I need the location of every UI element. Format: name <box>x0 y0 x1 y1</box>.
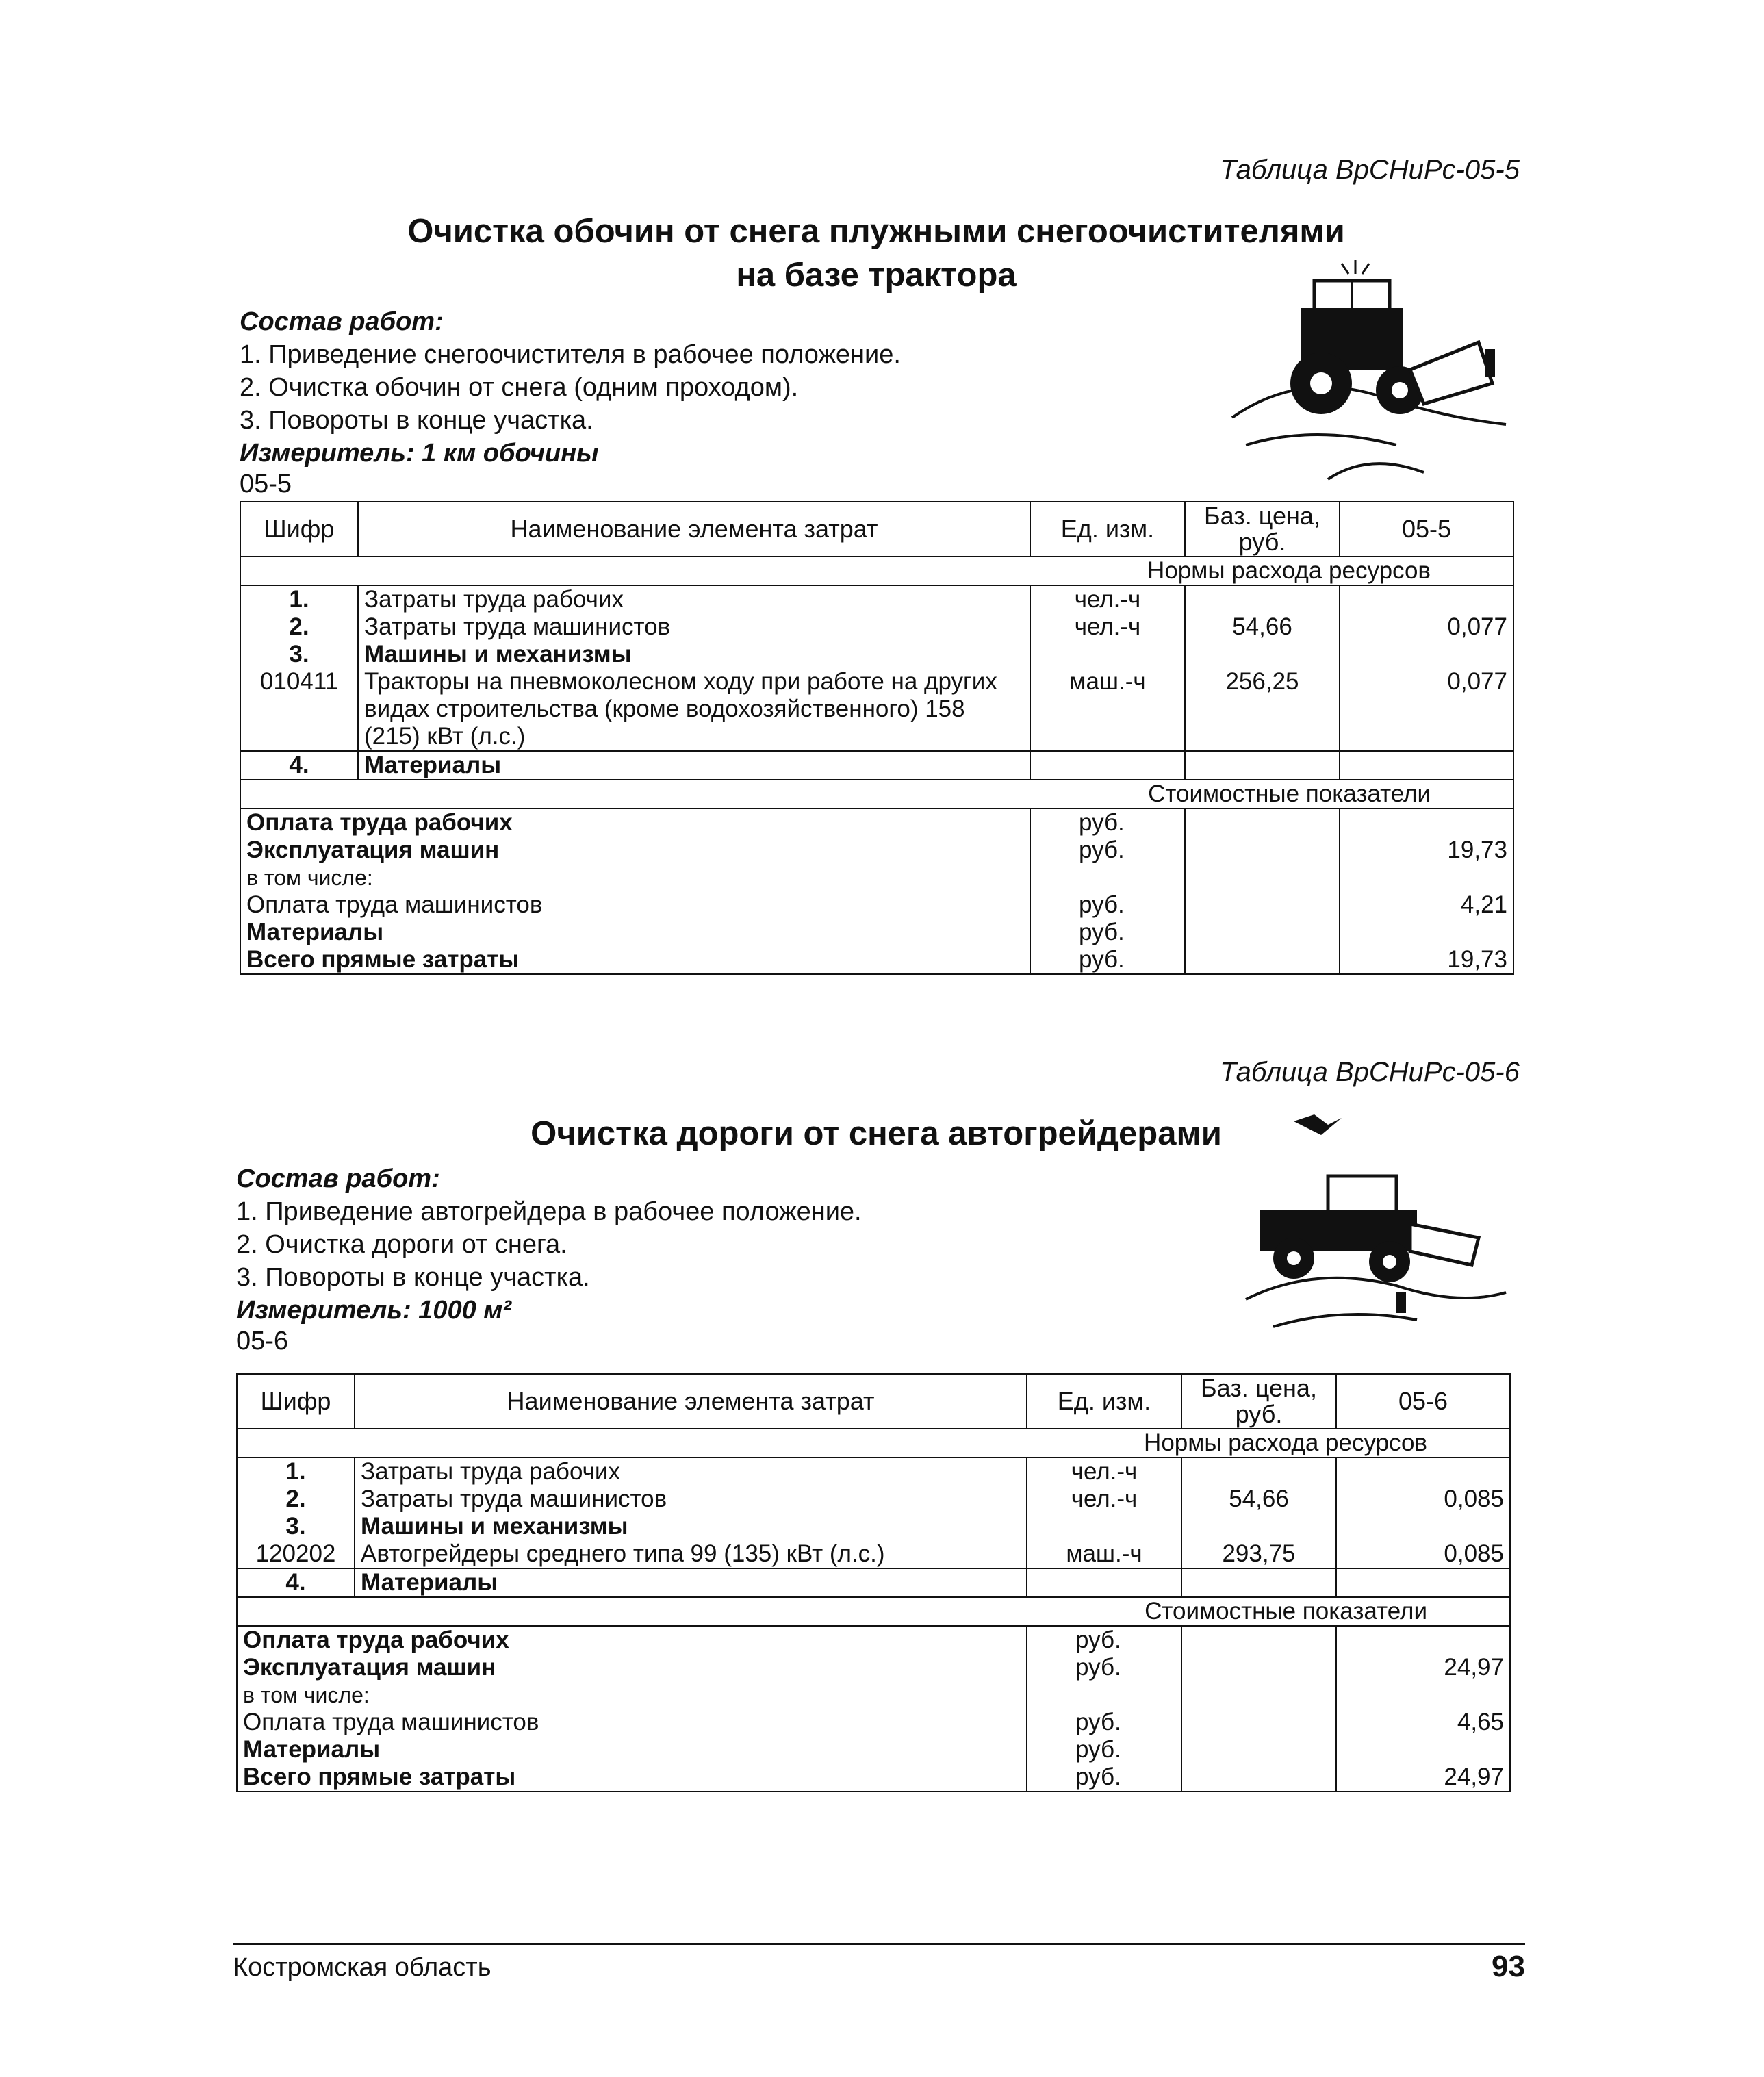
cost-name: Оплата труда рабочих <box>237 1626 1027 1654</box>
cost-unit: руб. <box>1027 1626 1181 1654</box>
cost-name: в том числе: <box>240 864 1030 891</box>
cost-value: 4,21 <box>1340 891 1513 919</box>
row-value: 0,077 <box>1340 668 1513 751</box>
row-unit: чел.-ч <box>1027 1486 1181 1513</box>
cost-row <box>237 1681 1510 1709</box>
cost-row <box>237 1626 1510 1654</box>
cost-value: 24,97 <box>1336 1654 1510 1681</box>
cost-unit: руб. <box>1027 1736 1181 1763</box>
work-item: 1. Приведение снегоочистителя в рабочее положение. <box>240 340 901 369</box>
row-price: 293,75 <box>1181 1540 1336 1568</box>
row-name: Затраты труда машинистов <box>358 613 1030 641</box>
row-code: 010411 <box>240 668 358 751</box>
row-price <box>1185 641 1340 668</box>
cost-name: Эксплуатация машин <box>240 837 1030 864</box>
cost-value <box>1336 1681 1510 1709</box>
header-norm: 05-5 <box>1340 502 1513 557</box>
cost-price <box>1181 1654 1336 1681</box>
cost-price <box>1181 1736 1336 1763</box>
table-row <box>237 1486 1510 1513</box>
row-code: 1. <box>240 585 358 613</box>
row-price <box>1181 1568 1336 1597</box>
cost-name: Эксплуатация машин <box>237 1654 1027 1681</box>
row-code: 4. <box>240 751 358 780</box>
row-code: 4. <box>237 1568 355 1597</box>
cost-value <box>1340 864 1513 891</box>
row-value <box>1340 585 1513 613</box>
table-row <box>237 1568 1510 1597</box>
band-resources <box>237 1429 1510 1457</box>
cost-price <box>1185 864 1340 891</box>
header-code: Шифр <box>237 1374 355 1429</box>
row-code: 3. <box>237 1513 355 1540</box>
work-item: 2. Очистка дороги от снега. <box>236 1230 567 1259</box>
table-header-row <box>237 1374 1510 1429</box>
band-cost <box>240 780 1513 808</box>
cost-name: Оплата труда машинистов <box>240 891 1030 919</box>
cost-row <box>237 1763 1510 1792</box>
band-resources-label: Нормы расхода ресурсов <box>237 1429 1510 1457</box>
section-table-05-6 <box>233 1053 1520 1820</box>
table-header-row <box>240 502 1513 557</box>
cost-price <box>1181 1763 1336 1792</box>
row-unit <box>1027 1513 1181 1540</box>
row-price <box>1185 751 1340 780</box>
cost-value <box>1340 808 1513 837</box>
cost-row <box>240 864 1513 891</box>
page-number: 93 <box>1492 1950 1525 1983</box>
cost-unit <box>1027 1681 1181 1709</box>
row-value <box>1336 1457 1510 1486</box>
band-cost-label: Стоимостные показатели <box>237 1597 1510 1626</box>
row-name: Затраты труда рабочих <box>358 585 1030 613</box>
snowplow-tractor-illustration <box>1218 253 1520 486</box>
band-cost-label: Стоимостные показатели <box>240 780 1513 808</box>
table-row <box>240 613 1513 641</box>
cost-unit: руб. <box>1030 891 1185 919</box>
table-row <box>237 1540 1510 1568</box>
cost-price <box>1185 946 1340 974</box>
row-unit <box>1030 641 1185 668</box>
row-code: 2. <box>240 613 358 641</box>
cost-table <box>236 1373 1511 1792</box>
header-norm: 05-6 <box>1336 1374 1510 1429</box>
cost-price <box>1185 808 1340 837</box>
row-price <box>1185 585 1340 613</box>
row-unit: чел.-ч <box>1030 585 1185 613</box>
cost-row <box>240 891 1513 919</box>
header-code: Шифр <box>240 502 358 557</box>
table-row <box>237 1513 1510 1540</box>
row-value <box>1340 641 1513 668</box>
cost-row <box>237 1736 1510 1763</box>
row-code: 3. <box>240 641 358 668</box>
row-name: Затраты труда рабочих <box>355 1457 1027 1486</box>
cost-row <box>240 946 1513 974</box>
cost-row <box>240 919 1513 946</box>
table-row <box>240 668 1513 751</box>
table-row <box>237 1457 1510 1486</box>
cost-name: в том числе: <box>237 1681 1027 1709</box>
row-price: 54,66 <box>1185 613 1340 641</box>
cost-value <box>1336 1626 1510 1654</box>
cost-unit: руб. <box>1027 1763 1181 1792</box>
title-line-2: на базе трактора <box>736 257 1017 294</box>
row-code: 1. <box>237 1457 355 1486</box>
cost-price <box>1181 1681 1336 1709</box>
cost-unit: руб. <box>1027 1709 1181 1736</box>
table-code: 05-5 <box>240 470 292 498</box>
cost-value: 19,73 <box>1340 837 1513 864</box>
row-name: Автогрейдеры среднего типа 99 (135) кВт (л.с.) <box>355 1540 1027 1568</box>
cost-unit: руб. <box>1030 946 1185 974</box>
cost-name: Материалы <box>240 919 1030 946</box>
table-row <box>240 585 1513 613</box>
cost-name: Всего прямые затраты <box>237 1763 1027 1792</box>
measure-unit: Измеритель: 1000 м² <box>236 1296 512 1325</box>
header-price: Баз. цена, руб. <box>1185 502 1340 557</box>
title-line-1: Очистка обочин от снега плужными снегоочистителями <box>407 213 1345 250</box>
header-price: Баз. цена, руб. <box>1181 1374 1336 1429</box>
row-unit <box>1030 751 1185 780</box>
header-name: Наименование элемента затрат <box>358 502 1030 557</box>
row-name: Затраты труда машинистов <box>355 1486 1027 1513</box>
table-row <box>240 751 1513 780</box>
work-item: 3. Повороты в конце участка. <box>240 406 593 435</box>
cost-value <box>1336 1736 1510 1763</box>
footer-divider <box>233 1943 1525 1945</box>
header-unit: Ед. изм. <box>1030 502 1185 557</box>
cost-table <box>240 501 1514 975</box>
cost-value: 19,73 <box>1340 946 1513 974</box>
work-composition <box>240 305 901 470</box>
band-resources-label: Нормы расхода ресурсов <box>240 557 1513 585</box>
cost-row <box>240 837 1513 864</box>
row-value: 0,077 <box>1340 613 1513 641</box>
cost-name: Оплата труда машинистов <box>237 1709 1027 1736</box>
cost-unit: руб. <box>1027 1654 1181 1681</box>
cost-unit: руб. <box>1030 919 1185 946</box>
table-ref: Таблица ВрСНиРс-05-5 <box>1220 155 1520 185</box>
row-code: 120202 <box>237 1540 355 1568</box>
cost-unit: руб. <box>1030 808 1185 837</box>
cost-value <box>1340 919 1513 946</box>
measure-unit: Измеритель: 1 км обочины <box>240 439 599 468</box>
band-resources <box>240 557 1513 585</box>
cost-price <box>1185 891 1340 919</box>
row-code: 2. <box>237 1486 355 1513</box>
band-cost <box>237 1597 1510 1626</box>
table-ref: Таблица ВрСНиРс-05-6 <box>1220 1057 1520 1087</box>
row-name: Машины и механизмы <box>358 641 1030 668</box>
cost-price <box>1185 919 1340 946</box>
cost-unit <box>1030 864 1185 891</box>
work-item: 2. Очистка обочин от снега (одним проходом). <box>240 373 799 402</box>
row-name: Тракторы на пневмоколесном ходу при работе на других видах строительства (кроме водохозяйственного) 158 (215) кВт (л.с.) <box>358 668 1030 751</box>
row-unit: чел.-ч <box>1030 613 1185 641</box>
title-line-1: Очистка дороги от снега автогрейдерами <box>531 1115 1222 1152</box>
row-value: 0,085 <box>1336 1486 1510 1513</box>
row-name: Материалы <box>355 1568 1027 1597</box>
row-unit <box>1027 1568 1181 1597</box>
work-item: 3. Повороты в конце участка. <box>236 1263 590 1292</box>
row-unit: чел.-ч <box>1027 1457 1181 1486</box>
cost-name: Оплата труда рабочих <box>240 808 1030 837</box>
section-table-05-5 <box>233 151 1520 986</box>
motor-grader-illustration <box>1232 1114 1520 1361</box>
row-price: 256,25 <box>1185 668 1340 751</box>
cost-row <box>240 808 1513 837</box>
row-value <box>1336 1568 1510 1597</box>
row-unit: маш.-ч <box>1030 668 1185 751</box>
cost-value: 4,65 <box>1336 1709 1510 1736</box>
work-label: Состав работ: <box>240 307 444 336</box>
work-item: 1. Приведение автогрейдера в рабочее положение. <box>236 1197 862 1226</box>
cost-unit: руб. <box>1030 837 1185 864</box>
cost-row <box>237 1654 1510 1681</box>
header-unit: Ед. изм. <box>1027 1374 1181 1429</box>
cost-price <box>1181 1709 1336 1736</box>
row-value: 0,085 <box>1336 1540 1510 1568</box>
cost-price <box>1181 1626 1336 1654</box>
row-unit: маш.-ч <box>1027 1540 1181 1568</box>
row-value <box>1340 751 1513 780</box>
row-name: Машины и механизмы <box>355 1513 1027 1540</box>
table-row <box>240 641 1513 668</box>
cost-value: 24,97 <box>1336 1763 1510 1792</box>
work-composition <box>236 1162 862 1327</box>
row-value <box>1336 1513 1510 1540</box>
row-name: Материалы <box>358 751 1030 780</box>
cost-name: Всего прямые затраты <box>240 946 1030 974</box>
cost-price <box>1185 837 1340 864</box>
table-code: 05-6 <box>236 1327 289 1355</box>
header-name: Наименование элемента затрат <box>355 1374 1027 1429</box>
footer-region: Костромская область <box>233 1953 491 1982</box>
cost-name: Материалы <box>237 1736 1027 1763</box>
work-label: Состав работ: <box>236 1164 440 1193</box>
row-price <box>1181 1513 1336 1540</box>
row-price: 54,66 <box>1181 1486 1336 1513</box>
cost-row <box>237 1709 1510 1736</box>
row-price <box>1181 1457 1336 1486</box>
